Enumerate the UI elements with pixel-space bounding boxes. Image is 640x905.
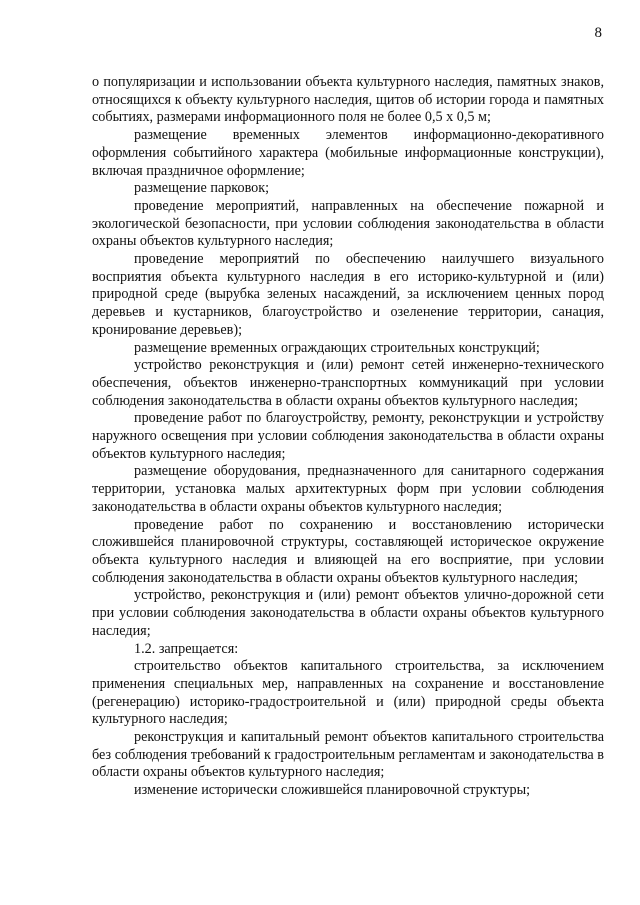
paragraph: размещение временных элементов информационно-декоративного оформления событийного характера (мобильные информационные конструкции), включая праздничное оформление; — [92, 127, 604, 179]
paragraph: проведение работ по благоустройству, ремонту, реконструкции и устройству наружного освещения при условии соблюдения законодательства в области охраны объектов культурного наследия; — [92, 410, 604, 462]
paragraph: изменение исторически сложившейся планировочной структуры; — [134, 782, 531, 799]
paragraph: устройство реконструкция и (или) ремонт сетей инженерно-технического обеспечения, объектов инженерно-транспортных коммуникаций при условии соблюдения законодательства в области охраны объектов культурного наследия; — [92, 357, 604, 409]
paragraph: проведение мероприятий по обеспечению наилучшего визуального восприятия объекта культурного наследия в его историко-культурной и (или) природной среде (вырубка зеленых насаждений, за исключением ценных пород деревьев и кустарников, благоустройство и озеленение территории, санация, кронирование деревьев); — [92, 251, 604, 338]
section-heading: 1.2. запрещается: — [134, 640, 239, 657]
paragraph: проведение работ по сохранению и восстановлению исторически сложившейся планировочной структуры, составляющей историческое окружение объекта культурного наследия и влияющей на его восприятие, при условии соблюдения законодательства в области охраны объектов культурного наследия; — [92, 516, 604, 586]
paragraph: размещение оборудования, предназначенного для санитарного содержания территории, установка малых архитектурных форм при условии соблюдения законодательства в области охраны объектов культурного наследия; — [92, 463, 604, 515]
paragraph: о популяризации и использовании объекта культурного наследия, памятных знаков, относящихся к объекту культурного наследия, щитов об истории города и памятных событиях, размерами информационного поля не более 0,5 х 0,5 м; — [92, 74, 604, 126]
paragraph: проведение мероприятий, направленных на обеспечение пожарной и экологической безопасности, при условии соблюдения законодательства в области охраны объектов культурного наследия; — [92, 197, 604, 250]
paragraph: устройство, реконструкция и (или) ремонт объектов улично-дорожной сети при условии соблюдения законодательства в области охраны объектов культурного наследия; — [92, 587, 604, 639]
paragraph: реконструкция и капитальный ремонт объектов капитального строительства без соблюдения требований к градостроительным регламентам и законодательства в области охраны объектов культурного наследия; — [92, 729, 604, 781]
page-number: 8 — [594, 25, 602, 41]
paragraph: размещение временных ограждающих строительных конструкций; — [134, 339, 540, 356]
paragraph: размещение парковок; — [134, 180, 270, 197]
paragraph: строительство объектов капитального строительства, за исключением применения специальных мер, направленных на сохранение и восстановление (регенерацию) историко-градостроительной и (или) природной среды объекта культурного наследия; — [92, 658, 604, 728]
document-body — [92, 74, 604, 800]
